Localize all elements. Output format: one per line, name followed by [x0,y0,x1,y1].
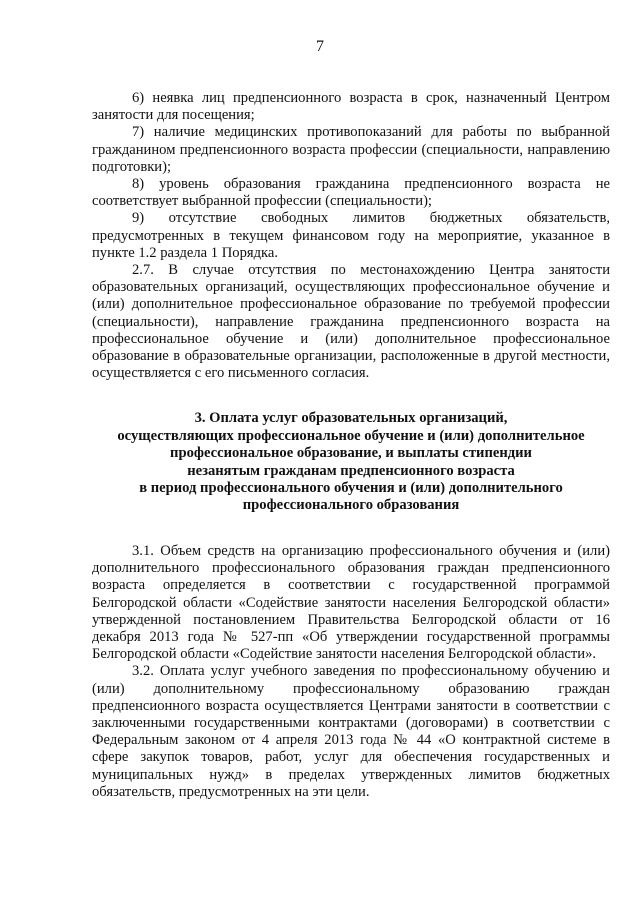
paragraph-3-1: 3.1. Объем средств на организацию профессионального обучения и (или) дополнительного профессионального образования граждан предпенсионного возраста определяется в соответствии с государственной программой Белгородской области «Содействие занятости населения Белгородской области» утвержденной постановлением Правительства Белгородской области от 16 декабря 2013 года № 527-пп «Об утверждении государственной программы Белгородской области «Содействие занятости населения Белгородской области». [92,542,610,663]
heading-line: осуществляющих профессиональное обучение и (или) дополнительное [117,427,585,444]
document-body [92,90,610,801]
heading-line: профессиональное образование, и выплаты стипендии [170,445,532,462]
paragraph-2-7: 2.7. В случае отсутствия по местонахождению Центра занятости образовательных организаций, осуществляющих профессиональное обучение и (или) дополнительное профессиональное образование по требуемой профессии (специальности), направление гражданина предпенсионного возраста на профессиональное обучение и (или) дополнительное профессиональное образование в образовательные организации, расположенные в другой местности, осуществляется с его письменного согласия. [92,262,610,382]
paragraph-item-8: 8) уровень образования гражданина предпенсионного возраста не соответствует выбранной профессии (специальности); [92,176,610,210]
section-3-heading [92,410,610,514]
paragraph-item-7: 7) наличие медицинских противопоказаний для работы по выбранной гражданином предпенсионного возраста профессии (специальности, направлению подготовки); [92,124,610,175]
paragraph-item-6: 6) неявка лиц предпенсионного возраста в срок, назначенный Центром занятости для посещения; [92,90,610,124]
heading-line: профессионального образования [242,497,460,514]
heading-line: в период профессионального обучения и (или) дополнительного [139,480,563,497]
paragraph-item-9: 9) отсутствие свободных лимитов бюджетных обязательств, предусмотренных в текущем финансовом году на мероприятие, указанное в пункте 1.2 раздела 1 Порядка. [92,210,610,261]
heading-line: 3. Оплата услуг образовательных организаций, [194,410,508,427]
heading-line: незанятым гражданам предпенсионного возраста [187,462,515,479]
page-number: 7 [316,38,324,55]
paragraph-3-2: 3.2. Оплата услуг учебного заведения по профессиональному обучению и (или) дополнительному профессиональному образованию граждан предпенсионного возраста осуществляется Центрами занятости в соответствии с заключенными государственными контрактами (договорами) в соответствии с Федеральным законом от 4 апреля 2013 года № 44 «О контрактной системе в сфере закупок товаров, работ, услуг для обеспечения государственных и муниципальных нужд» в пределах утвержденных лимитов бюджетных обязательств, предусмотренных на эти цели. [92,663,610,800]
